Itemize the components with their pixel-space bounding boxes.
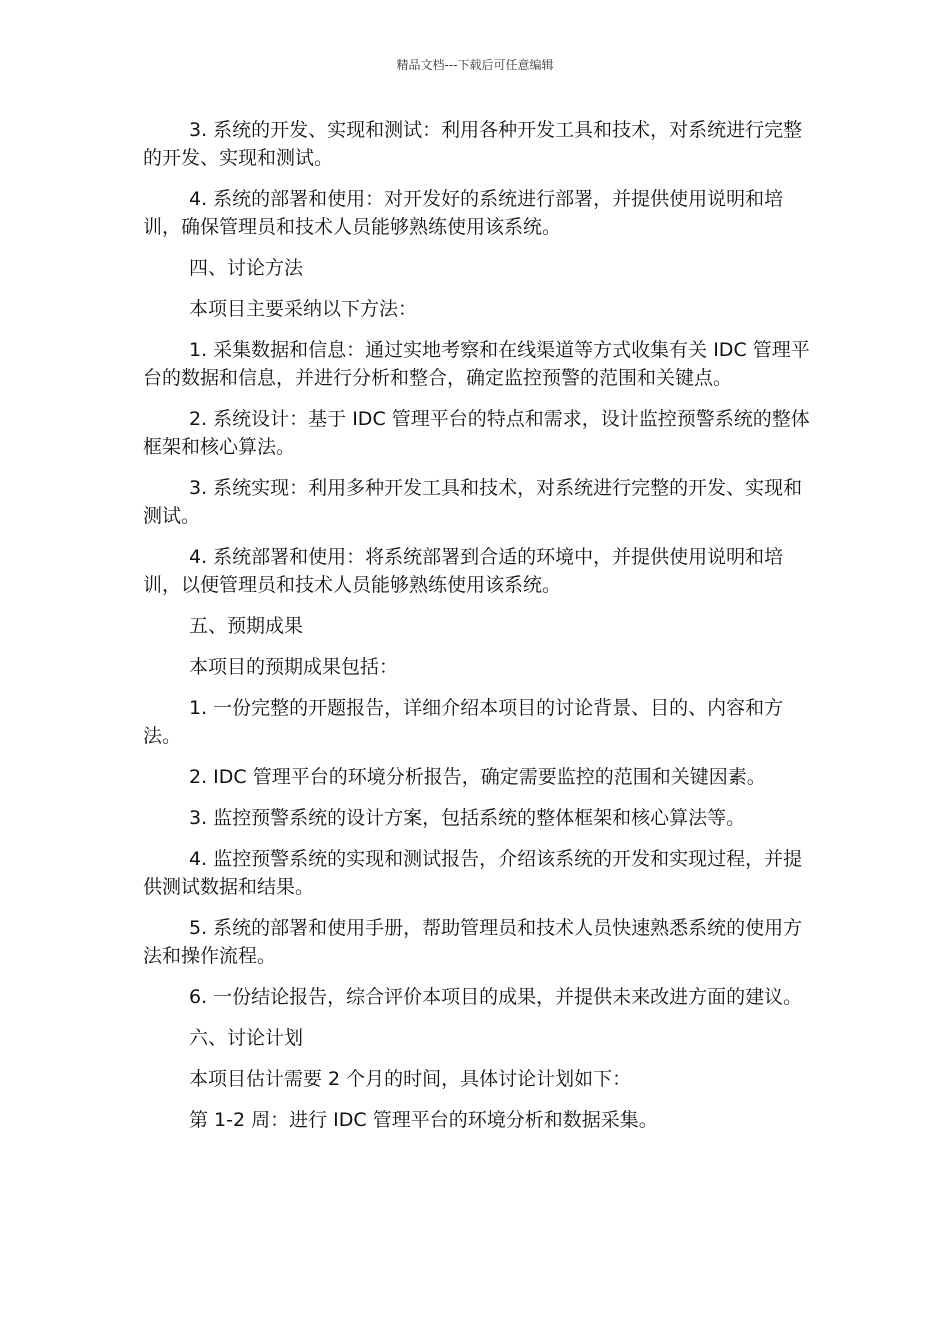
paragraph-outcome-1: 1. 一份完整的开题报告，详细介绍本项目的讨论背景、目的、内容和方法。	[143, 697, 784, 747]
section-heading-plan: 六、讨论计划	[189, 1027, 304, 1049]
paragraph-method-3: 3. 系统实现：利用多种开发工具和技术，对系统进行完整的开发、实现和测试。	[143, 477, 803, 527]
paragraph-plan-intro: 本项目估计需要 2 个月的时间，具体讨论计划如下：	[189, 1068, 632, 1090]
paragraph-method-2: 2. 系统设计：基于 IDC 管理平台的特点和需求，设计监控预警系统的整体框架和核心算法。	[143, 408, 810, 458]
document-body	[143, 116, 811, 1147]
page-header: 精品文档---下载后可任意编辑	[396, 58, 554, 72]
paragraph-outcome-2: 2. IDC 管理平台的环境分析报告，确定需要监控的范围和关键因素。	[189, 766, 766, 788]
section-heading-methods: 四、讨论方法	[189, 257, 304, 279]
paragraph-plan-week-1-2: 第 1-2 周：进行 IDC 管理平台的环境分析和数据采集。	[189, 1109, 658, 1131]
section-heading-outcomes: 五、预期成果	[189, 615, 304, 637]
paragraph-outcome-4: 4. 监控预警系统的实现和测试报告，介绍该系统的开发和实现过程，并提供测试数据和结果。	[143, 848, 803, 898]
paragraph-methods-intro: 本项目主要采纳以下方法：	[189, 298, 418, 320]
paragraph-outcomes-intro: 本项目的预期成果包括：	[189, 656, 399, 678]
paragraph-outcome-3: 3. 监控预警系统的设计方案，包括系统的整体框架和核心算法等。	[189, 807, 746, 829]
paragraph-method-4: 4. 系统部署和使用：将系统部署到合适的环境中，并提供使用说明和培训，以便管理员和技术人员能够熟练使用该系统。	[143, 546, 784, 596]
paragraph-dev-implement-test: 3. 系统的开发、实现和测试：利用各种开发工具和技术，对系统进行完整的开发、实现和测试。	[143, 119, 803, 169]
paragraph-method-1: 1. 采集数据和信息：通过实地考察和在线渠道等方式收集有关 IDC 管理平台的数据和信息，并进行分析和整合，确定监控预警的范围和关键点。	[143, 339, 810, 389]
paragraph-outcome-6: 6. 一份结论报告，综合评价本项目的成果，并提供未来改进方面的建议。	[189, 986, 803, 1008]
paragraph-deploy-use: 4. 系统的部署和使用：对开发好的系统进行部署，并提供使用说明和培训，确保管理员和技术人员能够熟练使用该系统。	[143, 188, 784, 238]
paragraph-outcome-5: 5. 系统的部署和使用手册，帮助管理员和技术人员快速熟悉系统的使用方法和操作流程。	[143, 917, 803, 967]
